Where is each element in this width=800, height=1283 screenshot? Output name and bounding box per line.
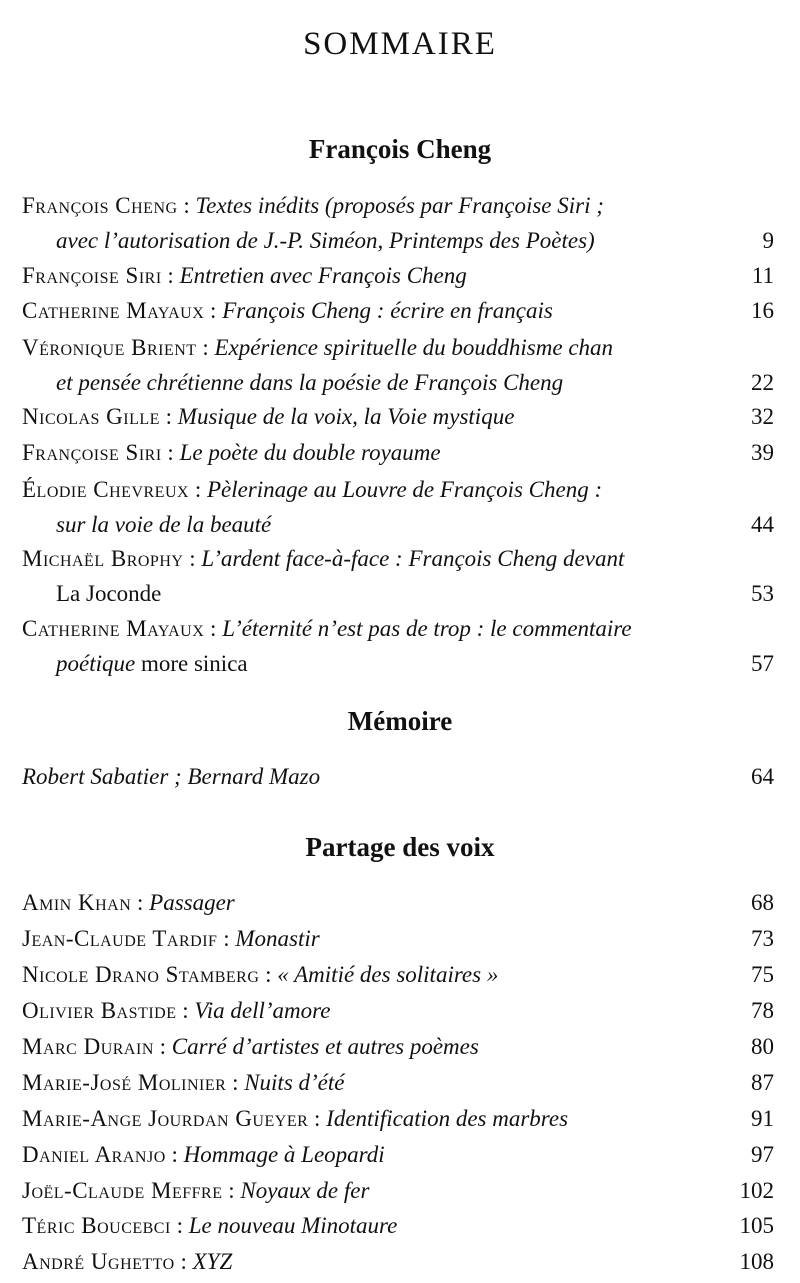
entry-author: Élodie Chevreux xyxy=(22,477,190,502)
entry-author: Marie-Ange Jourdan Gueyer xyxy=(22,1106,309,1131)
section-heading-memoire: Mémoire xyxy=(347,706,453,736)
entry-separator: : xyxy=(217,926,236,951)
entry-title: Expérience spirituelle du bouddhisme chan xyxy=(214,335,614,360)
entry-page-number: 44 xyxy=(751,512,774,537)
entry-title: Noyaux de fer xyxy=(240,1178,370,1203)
entry-separator: : xyxy=(176,998,195,1023)
toc-entry[interactable] xyxy=(22,993,774,1028)
toc-entry[interactable] xyxy=(22,759,774,794)
toc-entry[interactable] xyxy=(22,1208,774,1243)
entry-author: Véronique Brient xyxy=(22,335,197,360)
entry-separator: : xyxy=(153,1034,172,1059)
entry-separator: : xyxy=(159,404,178,429)
entry-author: Joël-Claude Meffre xyxy=(22,1178,223,1203)
entry-title-continued: poétique xyxy=(56,651,136,676)
toc-entry[interactable] xyxy=(22,258,774,293)
section-heading-partage-des-voix: Partage des voix xyxy=(305,832,495,862)
entry-title: Nuits d’été xyxy=(244,1070,345,1095)
entry-author: André Ughetto xyxy=(22,1249,175,1274)
entry-page-number: 75 xyxy=(751,962,774,987)
entry-author: François Cheng xyxy=(22,193,178,218)
entry-title: Hommage à Leopardi xyxy=(183,1142,385,1167)
entry-title: L’éternité n’est pas de trop : le commentaire xyxy=(222,616,632,641)
entry-page-number: 22 xyxy=(751,370,774,395)
entry-author: Jean-Claude Tardif xyxy=(22,926,218,951)
toc-entry[interactable] xyxy=(22,293,774,328)
entry-separator: : xyxy=(226,1070,245,1095)
entry-page-number: 97 xyxy=(751,1142,774,1167)
entry-separator: : xyxy=(308,1106,327,1131)
entry-page-number: 87 xyxy=(751,1070,774,1095)
entry-author: Françoise Siri xyxy=(22,440,162,465)
entry-separator: : xyxy=(170,1213,189,1238)
page-title: SOMMAIRE xyxy=(303,26,497,62)
entry-title: L’ardent face-à-face : François Cheng devant xyxy=(201,546,625,571)
entry-page-number: 108 xyxy=(739,1249,774,1274)
toc-entry[interactable] xyxy=(22,957,774,992)
section-heading-francois-cheng: François Cheng xyxy=(308,134,492,164)
entry-separator: : xyxy=(196,335,215,360)
entry-separator: : xyxy=(183,546,202,571)
entry-title-tail: more sinica xyxy=(135,651,248,676)
entry-title: « Amitié des solitaires » xyxy=(277,962,499,987)
entry-title: Le nouveau Minotaure xyxy=(188,1213,398,1238)
entry-page-number: 9 xyxy=(762,228,774,253)
entry-title: Entretien avec François Cheng xyxy=(179,263,467,288)
entry-title-continued: avec l’autorisation de J.-P. Siméon, Printemps des Poètes) xyxy=(56,228,595,253)
entry-author: Daniel Aranjo xyxy=(22,1142,166,1167)
toc-entry[interactable] xyxy=(22,885,774,920)
entry-page-number: 73 xyxy=(751,926,774,951)
toc-entry[interactable] xyxy=(22,188,774,258)
entry-page-number: 32 xyxy=(751,404,774,429)
entry-title-continued: et pensée chrétienne dans la poésie de François Cheng xyxy=(56,370,564,395)
toc-entry[interactable] xyxy=(22,611,774,681)
entry-author: Nicolas Gille xyxy=(22,404,160,429)
toc-entry[interactable] xyxy=(22,330,774,400)
toc-entry[interactable] xyxy=(22,1137,774,1172)
entry-title: Passager xyxy=(149,890,235,915)
entry-author: Catherine Mayaux xyxy=(22,298,205,323)
entry-title: François Cheng : écrire en français xyxy=(222,298,553,323)
entry-author: Françoise Siri xyxy=(22,263,162,288)
entry-page-number: 57 xyxy=(751,651,774,676)
entry-page-number: 105 xyxy=(739,1213,774,1238)
toc-entry[interactable] xyxy=(22,541,774,611)
toc-entry[interactable] xyxy=(22,1173,774,1208)
entry-author: Catherine Mayaux xyxy=(22,616,205,641)
toc-entry[interactable] xyxy=(22,1244,774,1279)
toc-entry[interactable] xyxy=(22,435,774,470)
entry-author: Michaël Brophy xyxy=(22,546,184,571)
entry-separator: : xyxy=(174,1249,193,1274)
entry-separator: : xyxy=(204,298,223,323)
entry-title: Identification des marbres xyxy=(326,1106,569,1131)
toc-entry[interactable] xyxy=(22,399,774,434)
entry-title-continued: sur la voie de la beauté xyxy=(56,512,272,537)
toc-entry[interactable] xyxy=(22,921,774,956)
entry-page-number: 91 xyxy=(751,1106,774,1131)
entry-page-number: 78 xyxy=(751,998,774,1023)
entry-separator: : xyxy=(165,1142,184,1167)
toc-entry[interactable] xyxy=(22,1029,774,1064)
entry-separator: : xyxy=(189,477,207,502)
entry-page-number: 16 xyxy=(751,298,774,323)
entry-title: Via dell’amore xyxy=(194,998,331,1023)
entry-separator: : xyxy=(204,616,223,641)
entry-title: Robert Sabatier ; Bernard Mazo xyxy=(22,764,321,789)
entry-separator: : xyxy=(222,1178,241,1203)
toc-entry[interactable] xyxy=(22,1101,774,1136)
entry-author: Nicole Drano Stamberg xyxy=(22,962,260,987)
entry-page-number: 80 xyxy=(751,1034,774,1059)
entry-title: XYZ xyxy=(192,1249,233,1274)
entry-separator: : xyxy=(177,193,196,218)
toc-entry[interactable] xyxy=(22,472,774,542)
entry-page-number: 53 xyxy=(751,581,774,606)
entry-title: Textes inédits (proposés par Françoise Siri ; xyxy=(195,193,604,218)
entry-title: Monastir xyxy=(235,926,320,951)
entry-title-continued: La Joconde xyxy=(56,581,162,606)
entry-page-number: 11 xyxy=(751,263,774,288)
entry-page-number: 64 xyxy=(751,764,774,789)
entry-title: Pèlerinage au Louvre de François Cheng : xyxy=(206,477,603,502)
entry-author: Marie-José Molinier xyxy=(22,1070,227,1095)
entry-title: Le poète du double royaume xyxy=(179,440,441,465)
entry-title: Musique de la voix, la Voie mystique xyxy=(177,404,515,429)
entry-page-number: 39 xyxy=(751,440,774,465)
entry-separator: : xyxy=(161,440,180,465)
entry-page-number: 68 xyxy=(751,890,774,915)
entry-author: Amin Khan xyxy=(22,890,132,915)
entry-separator: : xyxy=(131,890,150,915)
toc-entry[interactable] xyxy=(22,1065,774,1100)
entry-page-number: 102 xyxy=(739,1178,774,1203)
entry-separator: : xyxy=(161,263,180,288)
entry-author: Olivier Bastide xyxy=(22,998,177,1023)
entry-title: Carré d’artistes et autres poèmes xyxy=(171,1034,479,1059)
entry-separator: : xyxy=(259,962,278,987)
entry-author: Marc Durain xyxy=(22,1034,154,1059)
entry-author: Téric Boucebci xyxy=(22,1213,171,1238)
